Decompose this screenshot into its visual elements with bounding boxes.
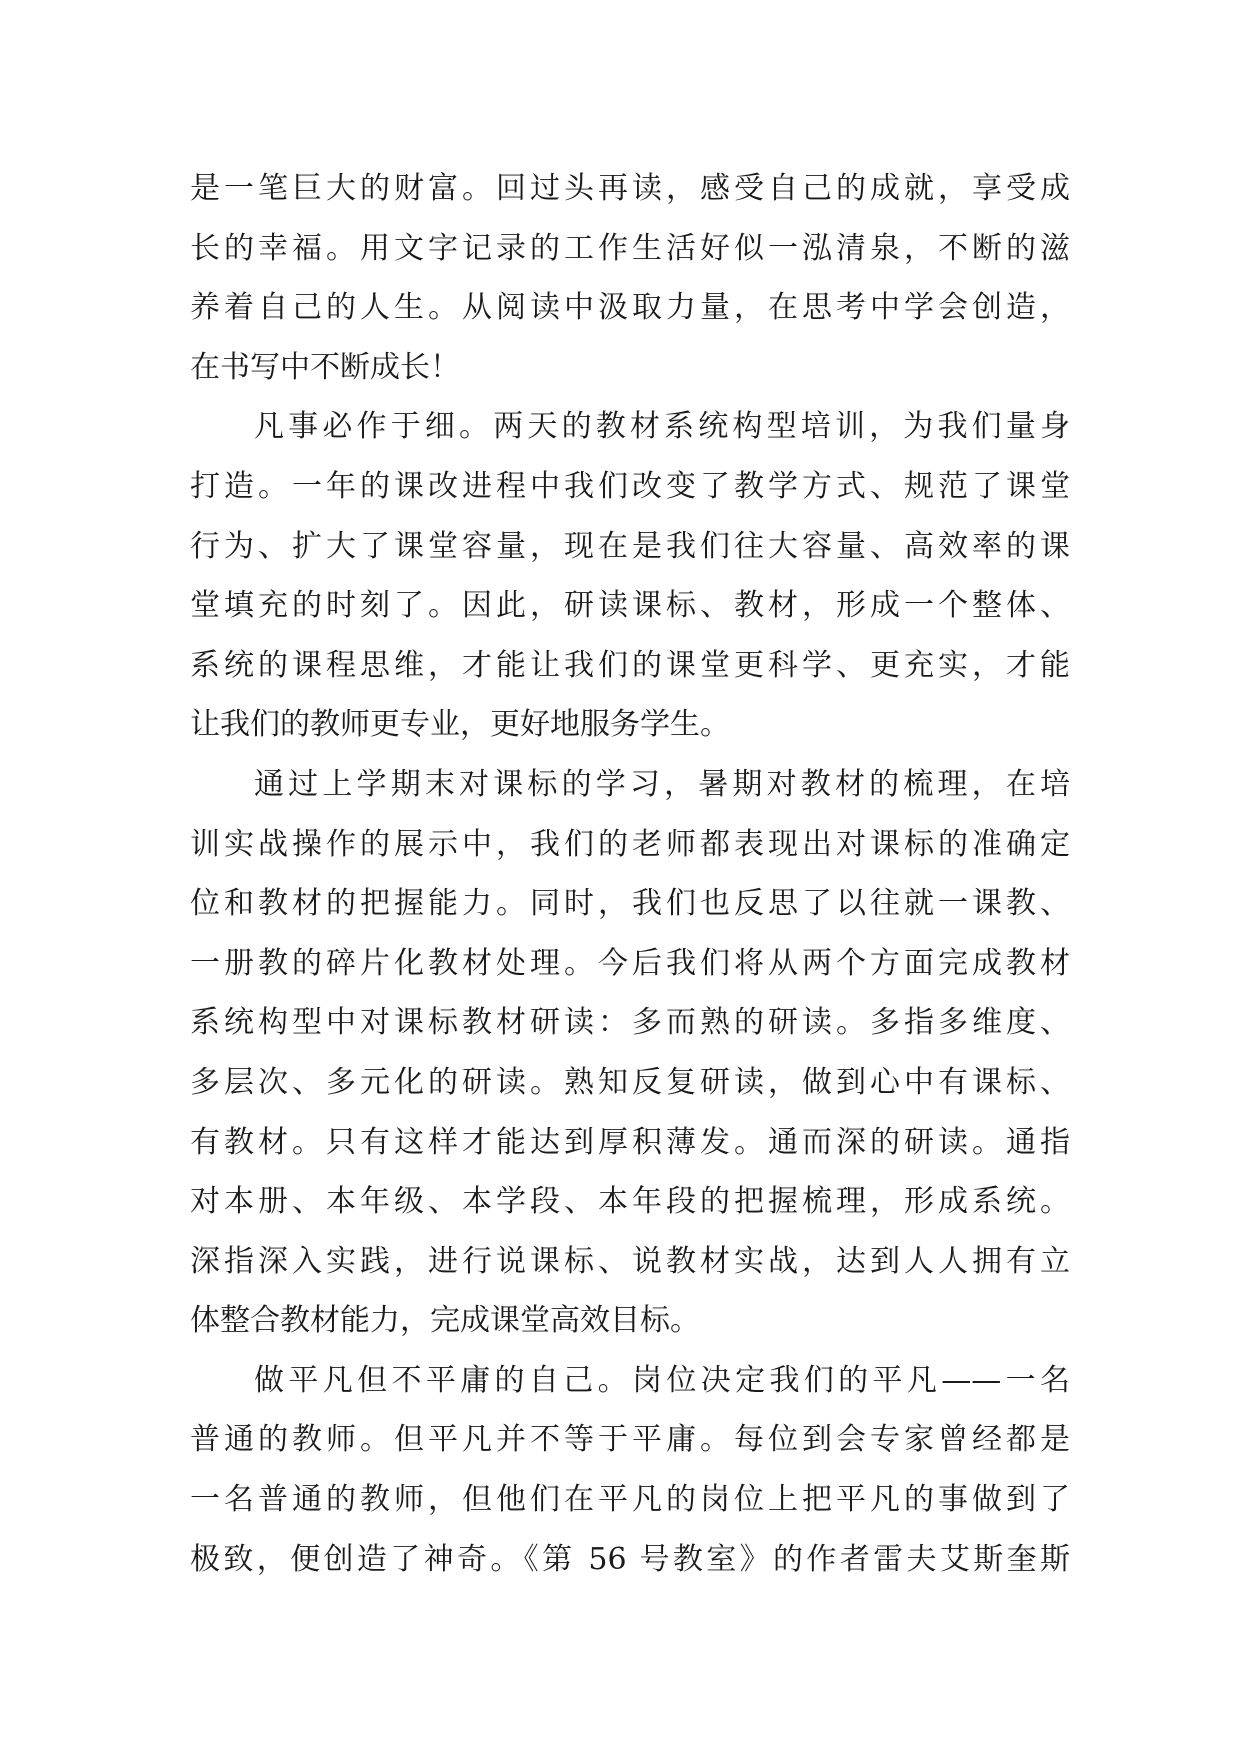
paragraph-1: [190, 159, 1070, 397]
text-line: 做平凡但不平庸的自己。岗位决定我们的平凡——一名: [254, 1362, 1070, 1398]
document-body: [190, 159, 1070, 1589]
text-line: 训实战操作的展示中，我们的老师都表现出对课标的准确定: [190, 826, 1070, 862]
text-line: 打造。一年的课改进程中我们改变了教学方式、规范了课堂: [190, 468, 1070, 504]
text-line: 凡事必作于细。两天的教材系统构型培训，为我们量身: [254, 409, 1070, 445]
text-line: 是一笔巨大的财富。回过头再读，感受自己的成就，享受成: [190, 171, 1070, 206]
paragraph-3: [190, 755, 1070, 1351]
text-line: 系统的课程思维，才能让我们的课堂更科学、更充实，才能: [190, 647, 1070, 683]
text-line: 行为、扩大了课堂容量，现在是我们往大容量、高效率的课: [190, 528, 1070, 564]
text-line: 系统构型中对课标教材研读：多而熟的研读。多指多维度、: [190, 1005, 1070, 1041]
text-line: 通过上学期末对课标的学习，暑期对教材的梳理，在培: [254, 766, 1070, 802]
text-line: 对本册、本年级、本学段、本年段的把握梳理，形成系统。: [190, 1184, 1070, 1220]
text-line: 多层次、多元化的研读。熟知反复研读，做到心中有课标、: [190, 1064, 1070, 1100]
text-line: 一册教的碎片化教材处理。今后我们将从两个方面完成教材: [190, 945, 1070, 981]
paragraph-4: [190, 1351, 1070, 1589]
text-line: 让我们的教师更专业，更好地服务学生。: [190, 707, 730, 743]
text-line: 普通的教师。但平凡并不等于平庸。每位到会专家曾经都是: [190, 1422, 1070, 1458]
text-line: 极致，便创造了神奇。《第 56 号教室》的作者雷夫艾斯奎斯: [190, 1541, 1070, 1577]
text-line: 一名普通的教师，但他们在平凡的岗位上把平凡的事做到了: [190, 1482, 1070, 1518]
text-line: 体整合教材能力，完成课堂高效目标。: [190, 1303, 700, 1339]
text-line: 长的幸福。用文字记录的工作生活好似一泓清泉，不断的滋: [190, 230, 1070, 266]
paragraph-2: [190, 397, 1070, 755]
text-line: 有教材。只有这样才能达到厚积薄发。通而深的研读。通指: [190, 1124, 1070, 1160]
text-line: 在书写中不断成长！: [190, 349, 460, 385]
text-line: 堂填充的时刻了。因此，研读课标、教材，形成一个整体、: [190, 588, 1070, 624]
text-line: 深指深入实践，进行说课标、说教材实战，达到人人拥有立: [190, 1243, 1070, 1279]
text-line: 养着自己的人生。从阅读中汲取力量，在思考中学会创造，: [190, 290, 1070, 326]
text-line: 位和教材的把握能力。同时，我们也反思了以往就一课教、: [190, 886, 1070, 922]
